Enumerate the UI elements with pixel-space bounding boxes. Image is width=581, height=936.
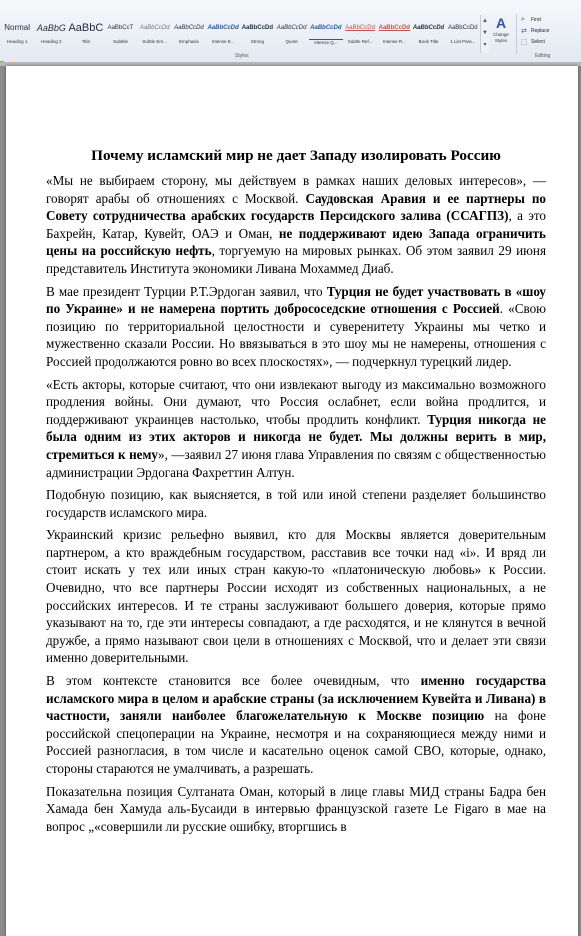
style-label: Title bbox=[81, 39, 91, 44]
bold-run: Турция не будет участвовать в «шоу по Украине» и не намерена портить добрососедские отношения с Россией bbox=[46, 283, 547, 317]
editing-group-label: Editing bbox=[535, 53, 551, 59]
text-run: на фоне российской спецоперации на Украине, несмотря и на сохраняющиеся между ними и Россией разногласия, в том числе и касательно оценок самой СВО, которые, однако, стороны стараются не умалчивать, а разрешать. bbox=[46, 708, 546, 776]
style-heading-1[interactable] bbox=[0, 17, 34, 51]
select-button[interactable] bbox=[517, 36, 579, 47]
ribbon bbox=[0, 0, 581, 63]
text-run: », —заявил 27 июня глава Управления по связям с общественностью администрации Эрдогана Фахреттин Алтун. bbox=[46, 446, 546, 480]
bold-run: Саудовская Аравия и ее партнеры по Совету сотрудничества арабских государств Персидского залива (ССАГПЗ) bbox=[46, 190, 546, 224]
style-sample: AaBbCcDd bbox=[378, 25, 410, 31]
paragraph bbox=[46, 376, 546, 482]
style-sample: AaBbCcT bbox=[107, 25, 134, 31]
change-styles-button[interactable] bbox=[489, 14, 513, 54]
style-label: Intense R... bbox=[382, 39, 406, 44]
style-label: Strong bbox=[250, 39, 265, 44]
style-label: Subtle Ref... bbox=[347, 39, 373, 44]
document-page[interactable] bbox=[6, 66, 578, 936]
style-subtitle[interactable] bbox=[103, 17, 137, 51]
select-icon: ⬚ bbox=[521, 38, 528, 46]
style-label: Intense Q... bbox=[314, 40, 338, 45]
style-label: Subtitle bbox=[112, 39, 128, 44]
style-intense-emphasis[interactable] bbox=[206, 17, 240, 51]
style-sample: AaBbCcDd bbox=[139, 25, 170, 31]
paragraph bbox=[46, 672, 546, 778]
document-content[interactable] bbox=[46, 146, 546, 840]
style-sample: AaBbCcDd bbox=[207, 25, 239, 31]
style-label: Heading 1 bbox=[6, 39, 28, 44]
style-quote[interactable] bbox=[275, 17, 309, 51]
style-list-paragraph[interactable] bbox=[446, 17, 480, 51]
style-sample: AaBbCcDd bbox=[345, 25, 375, 31]
select-label: Select bbox=[531, 38, 545, 45]
style-strong[interactable] bbox=[240, 17, 274, 51]
style-intense-reference[interactable] bbox=[377, 17, 411, 51]
style-sample: Normal bbox=[4, 23, 30, 32]
style-sample: AaBbCcDd bbox=[309, 17, 343, 40]
style-sample: AaBbCcDd bbox=[447, 25, 478, 31]
scroll-up-icon[interactable]: ▲ bbox=[482, 18, 488, 24]
paragraph: Подобную позицию, как выясняется, в той или иной степени разделяет большинство государств исламского мира. bbox=[46, 487, 546, 520]
text-run: , а это Бахрейн, Катар, Кувейт, ОАЭ и Оман, bbox=[46, 208, 547, 241]
style-label: Subtle Em... bbox=[142, 39, 167, 44]
style-subtle-emphasis[interactable] bbox=[138, 17, 172, 51]
replace-icon: ⇄ bbox=[521, 27, 527, 35]
style-label: 1 List Para... bbox=[450, 39, 476, 44]
style-heading-2[interactable] bbox=[34, 17, 68, 51]
style-label: Book Title bbox=[418, 39, 439, 44]
change-styles-icon: A bbox=[495, 15, 507, 31]
style-label: Heading 2 bbox=[41, 39, 62, 44]
change-styles-label: Change Styles bbox=[493, 32, 509, 43]
find-icon: ⌕ bbox=[521, 15, 525, 23]
paragraph: Украинский кризис рельефно выявил, кто для Москвы является доверительным партнером, а кто враждебным государством, расставив все точки над «i». И вряд ли стоит искать у тех или иных стран какую-то «платоническую любовь» к России. Очевидно, что все партнеры России исходят из собственных национальных, а не российских интересов. И те страны заслуживают большего доверия, которые прямо указывают на то, где эти интересы совпадают, а где расходятся, и не клянутся в вечной дружбе, а прямо называют свои цели в отношениях с Москвой, что и делает эти связи именно доверительными. bbox=[46, 527, 546, 666]
style-label: Quote bbox=[285, 39, 298, 44]
paragraph: Показательна позиция Султаната Оман, который в лице главы МИД страны Бадра бен Хамада бен Хамуда аль-Бусаиди в интервью французской газете Le Figaro в мае на вопрос „«совершили ли русские ошибку, вторгшись в bbox=[46, 783, 546, 834]
gallery-scrollbar[interactable] bbox=[480, 15, 489, 53]
style-sample: AaBbCcDd bbox=[276, 25, 307, 31]
style-sample: AaBbCcDd bbox=[412, 25, 445, 31]
document-title: Почему исламский мир не дает Западу изолировать Россию bbox=[91, 147, 501, 164]
style-sample: AaBbCcDd bbox=[174, 25, 204, 31]
style-emphasis[interactable] bbox=[172, 17, 206, 51]
paragraph bbox=[46, 172, 546, 278]
style-intense-quote[interactable] bbox=[309, 17, 343, 51]
style-sample: AaBbCcDd bbox=[241, 25, 274, 31]
editing-group bbox=[516, 14, 579, 54]
styles-group-label: Styles bbox=[235, 53, 249, 59]
scroll-down-icon[interactable]: ▼ bbox=[482, 30, 488, 36]
find-label: Find bbox=[531, 16, 541, 23]
styles-gallery bbox=[0, 17, 480, 51]
paragraph bbox=[46, 283, 546, 371]
bold-run: именно государства исламского мира в целом и арабские страны (за исключением Кувейта и Ливана) в частности, заняли наиболее благожелательную к Москве позицию bbox=[46, 673, 546, 724]
text-run: . «Свою позицию по территориальной целостности и суверенитету Украины мы четко и мужественно сказали России. Но ввязываться в это шоу мы не намерены, отношения с Россией продолжаются ровно во всех плоскостях», — подчеркнул турецкий лидер. bbox=[46, 301, 546, 369]
find-button[interactable] bbox=[517, 14, 579, 25]
text-run: «Есть акторы, которые считают, что они извлекают выгоду из максимально возможного продления войны. Они думают, что Россия ослабнет, если война продлится, и поддерживают украинцев настолько, чтобы продлить конфликт. bbox=[46, 376, 546, 427]
replace-label: Replace bbox=[531, 27, 550, 34]
more-styles-icon[interactable]: ▾ bbox=[483, 42, 487, 48]
text-run: «Мы не выбираем сторону, мы действуем в рамках наших деловых интересов», — говорят арабы об отношениях с Москвой. bbox=[46, 173, 546, 206]
style-label: Intense E... bbox=[211, 39, 235, 44]
style-sample: AaBbG bbox=[36, 23, 66, 33]
style-book-title[interactable] bbox=[411, 17, 445, 51]
text-run: , торгуемую на мировых рынках. Об этом заявил 29 июня представитель Института экономики Ливана Мохаммед Диаб. bbox=[46, 243, 547, 276]
text-run: В мае президент Турции Р.Т.Эрдоган заявил, что bbox=[46, 283, 327, 299]
style-sample: AaBbC bbox=[68, 22, 104, 34]
bold-run: не поддерживают идею Запада ограничить цены на российскую нефть bbox=[46, 225, 546, 259]
style-label: Emphasis bbox=[179, 39, 199, 44]
style-subtle-reference[interactable] bbox=[343, 17, 377, 51]
style-title[interactable] bbox=[68, 17, 103, 51]
bold-run: Турция никогда не была одним из этих акторов и никогда не будет. Мы должны верить в мир, стремиться к нему bbox=[46, 411, 546, 462]
text-run: В этом контексте становится все более очевидным, что bbox=[46, 673, 421, 689]
replace-button[interactable] bbox=[517, 25, 579, 36]
